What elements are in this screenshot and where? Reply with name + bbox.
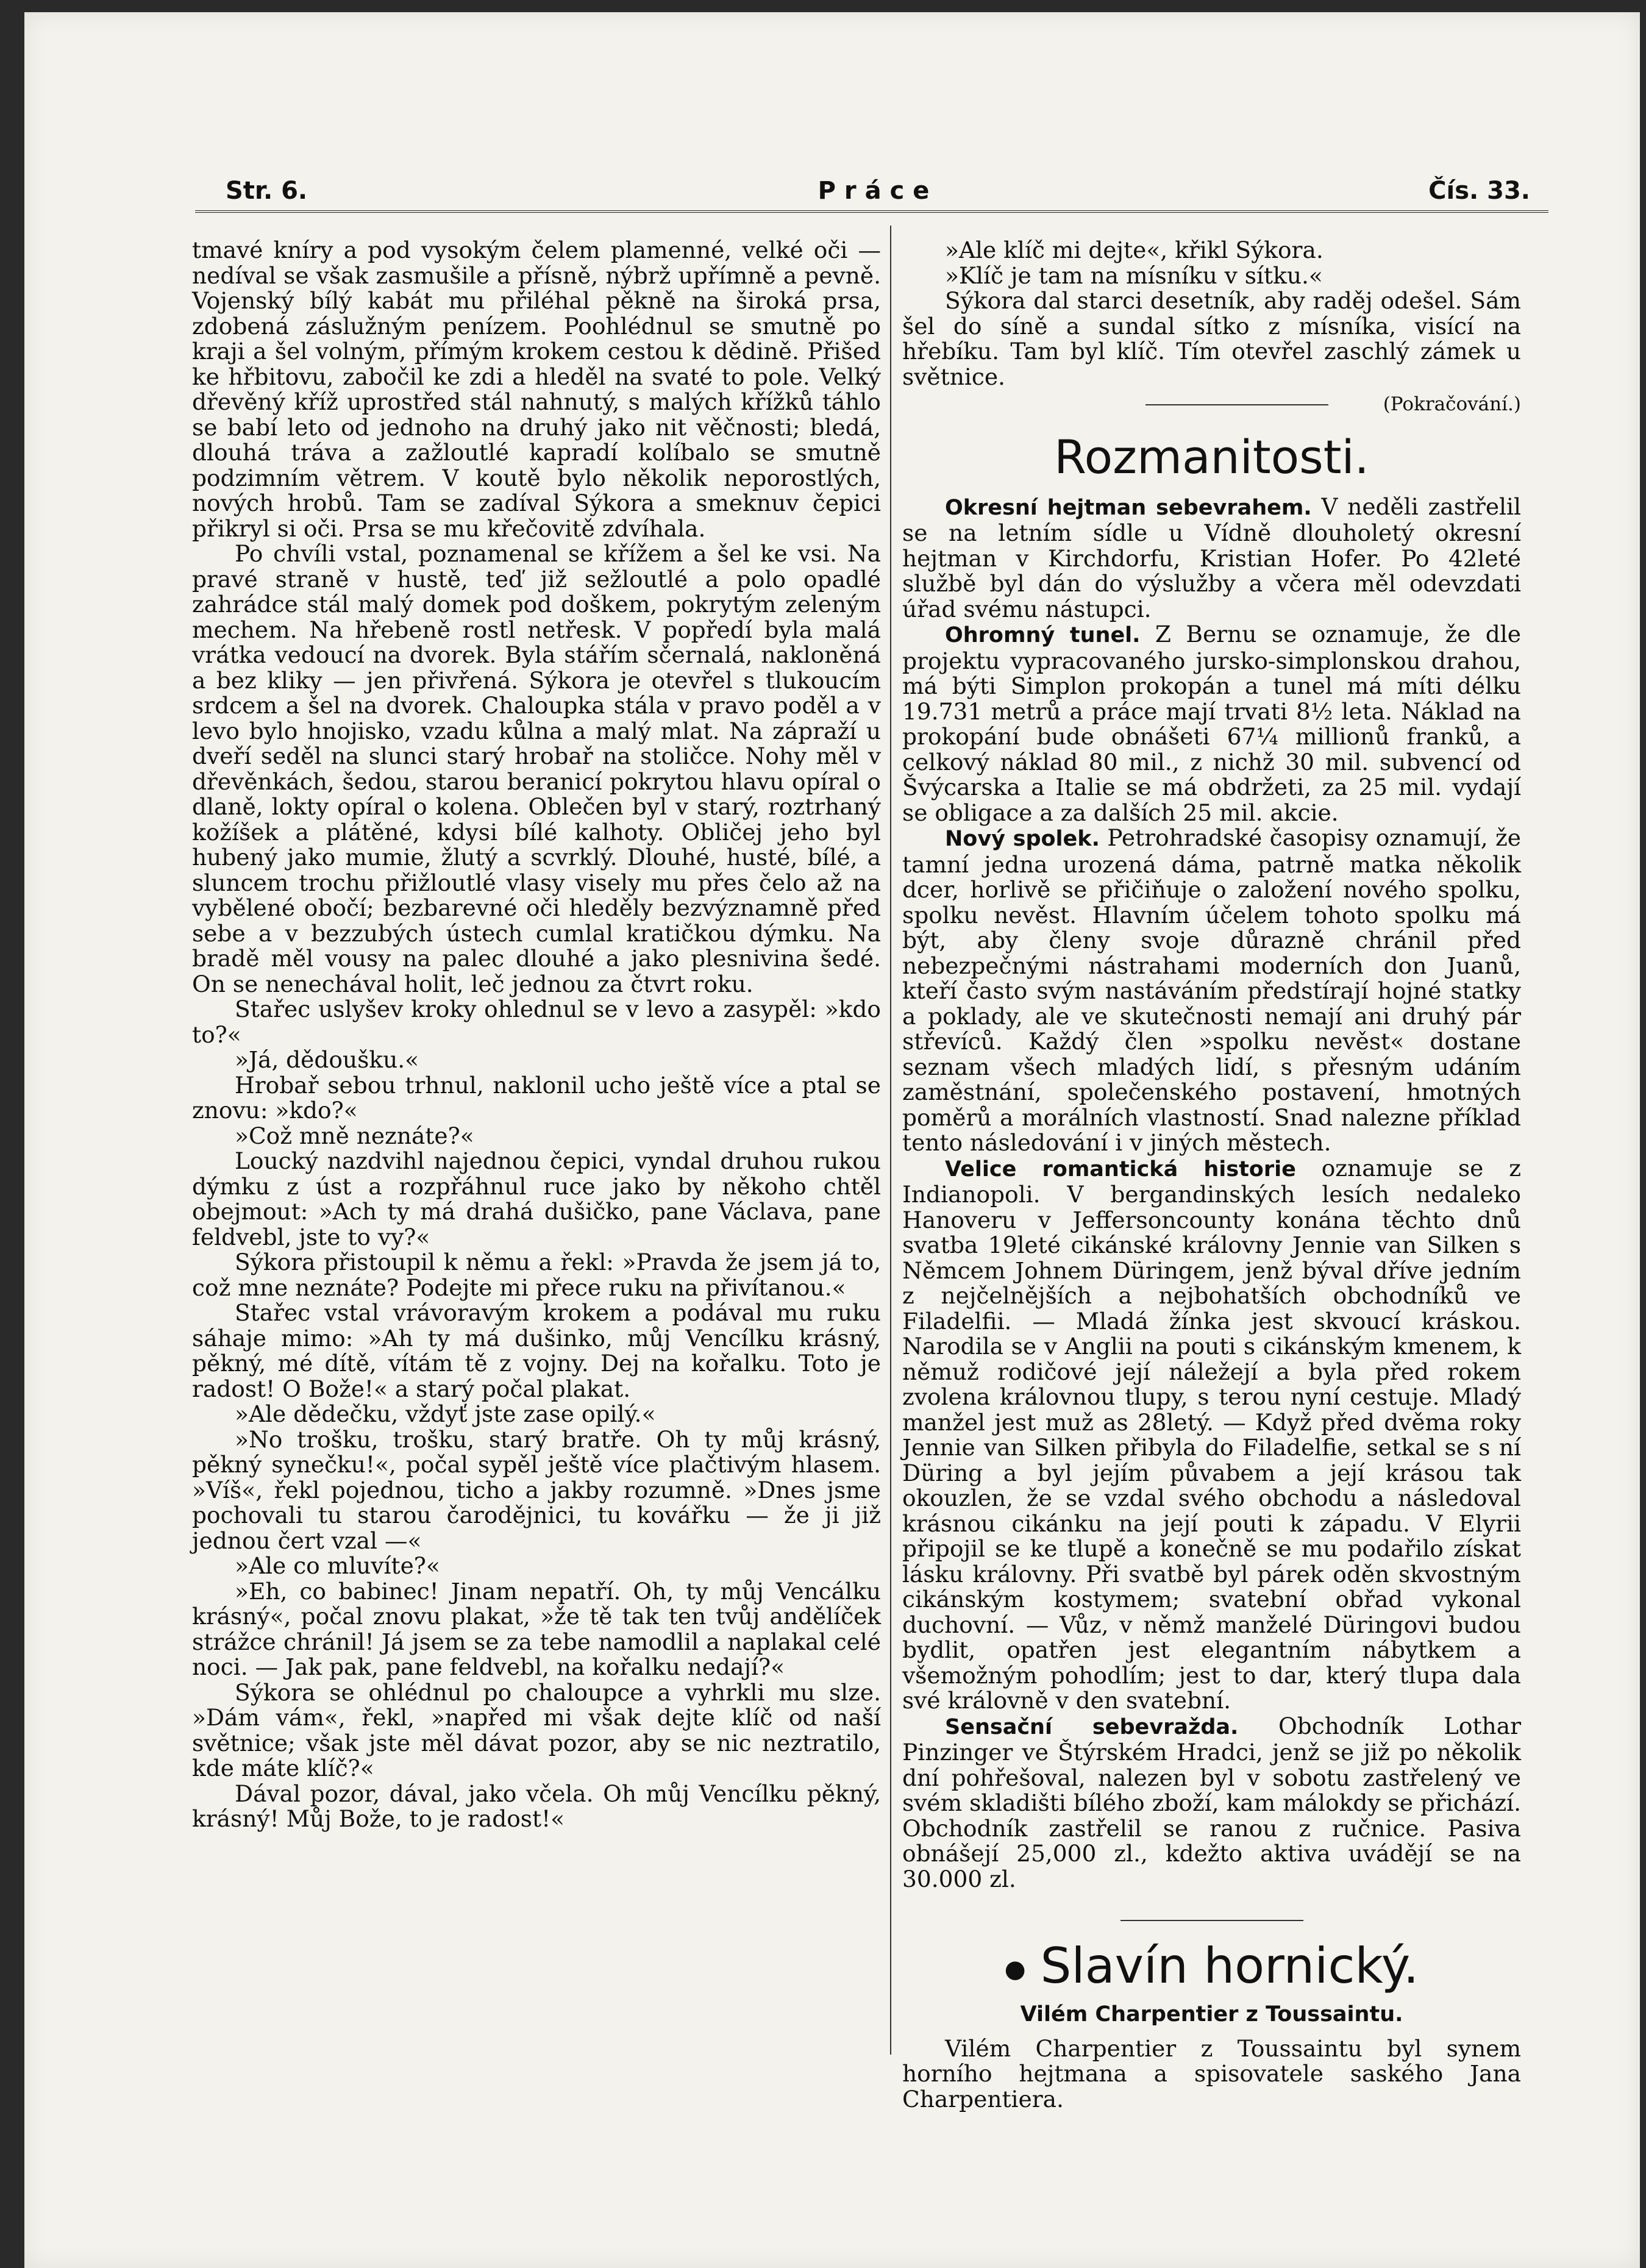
header-rule [195, 210, 1548, 213]
news-text: Obchodník Lothar Pinzinger ve Štýrském Hradci, jenž se již po několik dní pohřešoval, nalezen byl v sobotu zastřelený ve svém skladišti bílého zboží, kam málokdy se přichází. Obchodník zastřelil se ranou z ručnice. Pasiva obnášejí 25,000 zl., kdežto aktiva uvádějí se na 30.000 zl. [902, 1712, 1521, 1892]
newspaper-page [24, 12, 1640, 2268]
news-item [902, 1714, 1521, 1892]
newspaper-title: Práce [818, 177, 938, 205]
story-paragraph: Sýkora přistoupil k němu a řekl: »Pravda že jsem já to, což mne neznáte? Podejte mi přece ruku na přivítanou.« [192, 1249, 881, 1301]
continuation-row [902, 392, 1521, 418]
story-paragraph: Loucký nazdvihl najednou čepici, vyndal druhou rukou dýmku z úst a rozpřáhnul ruce jako by někoho chtěl obejmout: »Ach ty má drahá dušičko, pane Václava, pane feldvebl, jste to vy?« [192, 1147, 881, 1250]
news-item [902, 622, 1521, 826]
news-heading: Velice romantická historie [945, 1157, 1296, 1182]
story-paragraph: Stařec uslyšev kroky ohlednul se v levo a zasypěl: »kdo to?« [192, 996, 881, 1048]
story-paragraph: »Což mně neznáte?« [235, 1122, 474, 1149]
section-title: Rozmanitosti. [1054, 429, 1369, 484]
section-divider [1120, 1920, 1303, 1921]
bullet-icon: ● [1004, 1955, 1026, 1984]
story-paragraph: Dával pozor, dával, jako včela. Oh můj Vencílku pěkný, krásný! Můj Bože, to je radost!« [192, 1780, 881, 1832]
story-paragraph: »No trošku, trošku, starý bratře. Oh ty můj krásný, pěkný synečku!«, počal sypěl ještě více plačtivým hlasem. »Víš«, řekl pojednou, ticho a jakby rozumně. »Dnes jsme pochovali tu starou čarodějnici, tu kovářku — že ji již jednou čert vzal —« [192, 1425, 881, 1554]
news-text: V neděli zastřelil se na letním sídle u Vídně dlouholetý okresní hejtman v Kirchdorfu, Kristian Hofer. Po 42leté službě byl dán do výslužby a včera měl odevzdati úřad svému nástupci. [902, 493, 1521, 622]
issue-number: Čís. 33. [1428, 177, 1530, 205]
story-paragraph: tmavé kníry a pod vysokým čelem plamenné, velké oči — nedíval se však zasmušile a přísně, nýbrž upřímně a pevně. Vojenský bílý kabát mu přiléhal pěkně na široká prsa, zdobená záslužným penízem. Poohlédnul se smutně po kraji a šel volným, přímým krokem cestou k dědině. Přišed ke hřbitovu, zabočil ke zdi a hleděl na svaté to pole. Velký dřevěný kříž uprostřed stál nahnutý, s malých křížků táhlo se babí leto od jednoho na druhý jako nit věčnosti; bledá, dlouhá tráva a zažloutlé kapradí kolíbalo se smutně podzimním větrem. V koutě bylo několik neporostlých, nových hrobů. Tam se zadíval Sýkora a smeknuv čepici přikryl si oči. Prsa se mu křečovitě zdvíhala. [192, 237, 881, 542]
right-column [902, 238, 1521, 2112]
news-text: Petrohradské časopisy oznamují, že tamní jedna urozená dáma, patrně matka několik dcer, horlivě se přičiňuje o založení nového spolku, spolku nevěst. Hlavním účelem tohoto spolku má být, aby členy svoje důrazně chránil před nebezpečnými nástrahami moderních don Juanů, kteří často svým nastáváním předstírají hojné statky a poklady, ale ve skutečnosti nemají ani druhý pár střevíců. Každý člen »spolku nevěst« dostane seznam všech mladých lidí, s přesným udáním zaměstnání, společenského postavení, hmotných poměrů a morálních vlastností. Snad nalezne příklad tento následování i v jiných městech. [902, 824, 1521, 1156]
slavin-title: Slavín hornický. [1040, 1938, 1419, 1994]
column-divider [890, 226, 891, 2055]
slavin-text: Vilém Charpentier z Toussaintu byl synem horního hejtmana a spisovatele saského Jana Charpentiera. [902, 2034, 1521, 2113]
story-paragraph: »Eh, co babinec! Jinam nepatří. Oh, ty můj Vencálku krásný«, počal znovu plakat, »že tě tak ten tvůj andělíček strážce chránil! Já jsem se za tebe namodlil a naplakal celé noci. — Jak pak, pane feldvebl, na kořalku nedají?« [192, 1577, 881, 1680]
slavin-subtitle: Vilém Charpentier z Toussaintu. [1020, 2002, 1403, 2027]
left-column [192, 238, 881, 1832]
news-heading: Ohromný tunel. [945, 623, 1141, 647]
story-paragraph: Hrobař sebou trhnul, naklonil ucho ještě více a ptal se znovu: »kdo?« [192, 1071, 881, 1124]
story-paragraph: Sýkora dal starci desetník, aby raděj odešel. Sám šel do síně a sundal sítko z mísníka, visící na hřebíku. Tam byl klíč. Tím otevřel zaschlý zámek u světnice. [902, 287, 1521, 390]
continuation-rule [1145, 404, 1328, 405]
story-paragraph: »Já, dědoušku.« [235, 1046, 419, 1073]
story-paragraph: »Ale dědečku, vždyť jste zase opilý.« [235, 1400, 656, 1427]
news-text: Z Bernu se oznamuje, že dle projektu vypracovaného jursko-simplonskou drahou, má býti Simplon prokopán a tunel má míti délku 19.731 metrů a práce mají trvati 8½ leta. Náklad na prokopání bude obnášeti 67¼ millionů franků, a celkový náklad 80 mil., z nichž 30 mil. subvencí od Švýcarska a Italie se má obdržeti, za 25 mil. vydají se obligace a za dalších 25 mil. akcie. [902, 621, 1521, 826]
page-header [226, 177, 1530, 213]
slavin-section [902, 1939, 1521, 1996]
story-paragraph: Sýkora se ohlédnul po chaloupce a vyhrkli mu slze. »Dám vám«, řekl, »napřed mi však dejte klíč od naší světnice; však jste měl dávat pozor, aby se nic neztratilo, kde máte klíč?« [192, 1678, 881, 1781]
page-number: Str. 6. [226, 177, 308, 205]
story-paragraph: »Ale co mluvíte?« [235, 1552, 440, 1579]
continuation-note: (Pokračování.) [1383, 393, 1521, 415]
news-heading: Nový spolek. [945, 827, 1100, 851]
story-paragraph: »Klíč je tam na mísníku v sítku.« [945, 262, 1323, 289]
news-text: oznamuje se z Indianopoli. V bergandinských lesích nedaleko Hanoveru v Jeffersoncounty konána těchto dnů svatba 19leté cikánské královny Jennie van Silken s Němcem Johnem Düringem, jenž býval dříve jedním z nejčelnějších a nejbohatších obchodníků ve Filadelfii. — Mladá žínka jest skvoucí kráskou. Narodila se v Anglii na pouti s cikánským kmenem, k němuž rodičové její náležejí a byla před rokem zvolena královnou tlupy, s terou nyní cestuje. Mladý manžel jest muž as 28letý. — Když před dvěma roky Jennie van Silken přibyla do Filadelfie, setkal se s ní Düring a byl jejím půvabem a její krásou tak okouzlen, že se vzdal svého obchodu a následoval krásnou cikánku na její pouti k západu. V Elyrii připojil se ke tlupě a konečně se mu podařilo získat lásku královny. Při svatbě byl párek oděn skvostným cikánským kostymem; svatební obřad vykonal duchovní. — Vůz, v němž manželé Düringovi budou bydlit, opatřen jest elegantním nábytkem a všemožným pohodlím; jest to dar, který tlupa dala své královně v den svatební. [902, 1154, 1521, 1714]
story-paragraph: Stařec vstal vrávoravým krokem a podával mu ruku sáhaje mimo: »Ah ty má dušinko, můj Vencílku krásný, pěkný, mé dítě, vítám tě z vojny. Dej na kořalku. Toto je radost! O Bože!« a starý počal plakat. [192, 1299, 881, 1402]
news-item [902, 826, 1521, 1156]
news-item [902, 1156, 1521, 1714]
news-heading: Sensační sebevražda. [945, 1714, 1239, 1739]
news-heading: Okresní hejtman sebevrahem. [945, 495, 1312, 520]
story-paragraph: »Ale klíč mi dejte«, křikl Sýkora. [945, 237, 1324, 263]
news-item [902, 494, 1521, 622]
story-paragraph: Po chvíli vstal, poznamenal se křížem a šel ke vsi. Na pravé straně v hustě, teď již sežloutlé a polo opadlé zahrádce stál malý domek pod doškem, pokrytým zeleným mechem. Na hřebeně rostl netřesk. V popředí byla malá vrátka vedoucí na dvorek. Byla stářím sčernalá, nakloněná a bez kliky — jen přivřená. Sýkora je otevřel s tlukoucím srdcem a šel na dvorek. Chaloupka stála v pravo poděl a v levo bylo hnojisko, vzadu kůlna a malý mlat. Na zápraží u dveří seděl na slunci starý hrobař na stoličce. Nohy měl v dřevěnkách, šedou, starou beranicí pokrytou hlavu opíral o dlaně, lokty opíral o kolena. Oblečen byl v starý, roztrhaný kožíšek a plátěné, kdysi bílé kalhoty. Obličej jeho byl hubený jako mumie, žlutý a scvrklý. Dlouhé, husté, bílé, a sluncem trochu přižloutlé vlasy visely mu přes čelo až na vybělené obočí; bezbarevné oči hleděly bezvýznamně před sebe a v bezzubých ústech cumlal kratičkou dýmku. Na bradě měl vousy na palec dlouhé a jako plesnivina šedé. On se nenechával holit, leč jednou za čtvrt roku. [192, 540, 881, 997]
